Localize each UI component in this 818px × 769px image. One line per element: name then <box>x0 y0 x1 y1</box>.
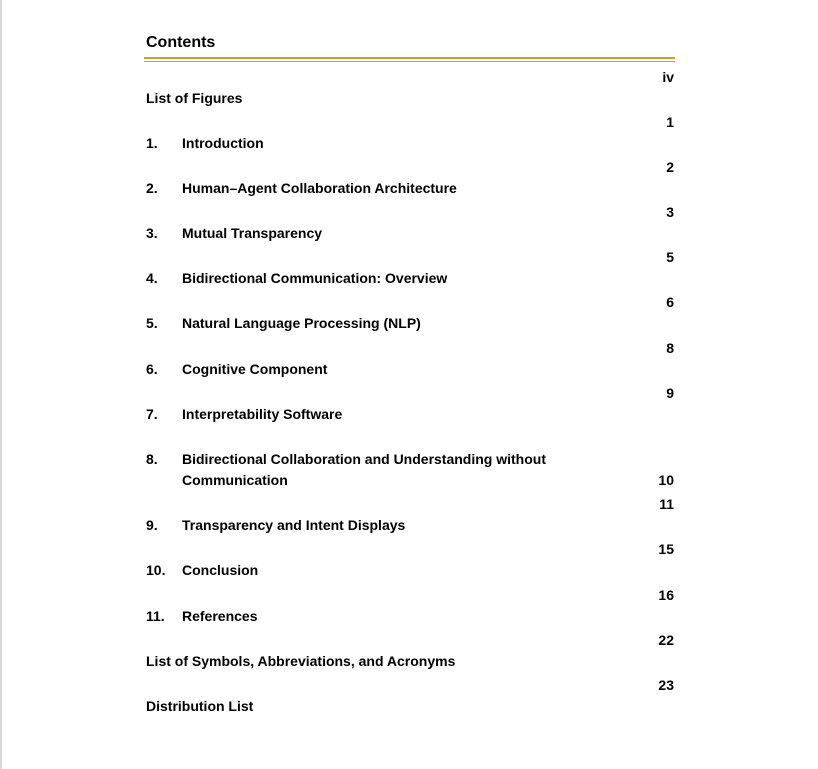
toc-entry-page: 1 <box>666 114 674 130</box>
toc-entry-page: 10 <box>658 472 674 488</box>
toc-entry-label: Introduction <box>182 135 264 151</box>
toc-entry-page: 2 <box>666 159 674 175</box>
toc-entry-number: 6. <box>146 361 158 377</box>
toc-entry-page: 9 <box>666 385 674 401</box>
toc-entry-label: Interpretability Software <box>182 406 343 422</box>
toc-entry-label: Transparency and Intent Displays <box>182 517 406 533</box>
toc-entry-page: 22 <box>658 632 674 648</box>
toc-entry-number: 9. <box>146 517 158 533</box>
heading-double-rule <box>144 57 675 63</box>
toc-entry-label: Distribution List <box>146 698 254 714</box>
toc-entry-label: Bidirectional Communication: Overview <box>182 270 448 286</box>
toc-entry-number: 2. <box>146 180 158 196</box>
toc-entry-label: Natural Language Processing (NLP) <box>182 315 421 331</box>
toc-entry-number: 3. <box>146 225 158 241</box>
page-edge <box>0 0 2 769</box>
toc-entry-page: 3 <box>666 204 674 220</box>
toc-entry-label: References <box>182 608 258 624</box>
toc-entry-label: Mutual Transparency <box>182 225 323 241</box>
toc-entry-label: List of Symbols, Abbreviations, and Acronyms <box>146 653 456 669</box>
toc-entry-page: 8 <box>666 340 674 356</box>
toc-entry-label: List of Figures <box>146 90 243 106</box>
contents-heading: Contents <box>146 34 216 51</box>
toc-entry-label: Bidirectional Collaboration and Understanding without Communication <box>182 451 546 488</box>
toc-entry-page: 23 <box>658 677 674 693</box>
toc-entry-number: 10. <box>146 562 166 578</box>
toc-entry-page: 6 <box>666 294 674 310</box>
toc-entry-label: Cognitive Component <box>182 361 328 377</box>
toc-entry-page: 16 <box>658 587 674 603</box>
rule-thin-line <box>144 61 675 62</box>
rule-thick-line <box>144 57 675 59</box>
toc-entry-number: 7. <box>146 406 158 422</box>
toc-entry-number: 5. <box>146 315 158 331</box>
toc-entry-page: 15 <box>658 541 674 557</box>
toc-entry-page: 5 <box>666 249 674 265</box>
toc-entry-number: 8. <box>146 451 158 467</box>
toc-entry-number: 4. <box>146 270 158 286</box>
toc-entry-number: 1. <box>146 135 158 151</box>
toc-entry-bidirectional-collaboration[interactable] <box>146 449 676 491</box>
toc-entry-page: 11 <box>659 496 674 512</box>
table-of-contents <box>146 33 676 714</box>
toc-entry-number: 11. <box>146 608 165 624</box>
toc-entry-page: iv <box>662 69 674 85</box>
toc-entry-label: Conclusion <box>182 562 259 578</box>
toc-entry-label: Human–Agent Collaboration Architecture <box>182 180 457 196</box>
